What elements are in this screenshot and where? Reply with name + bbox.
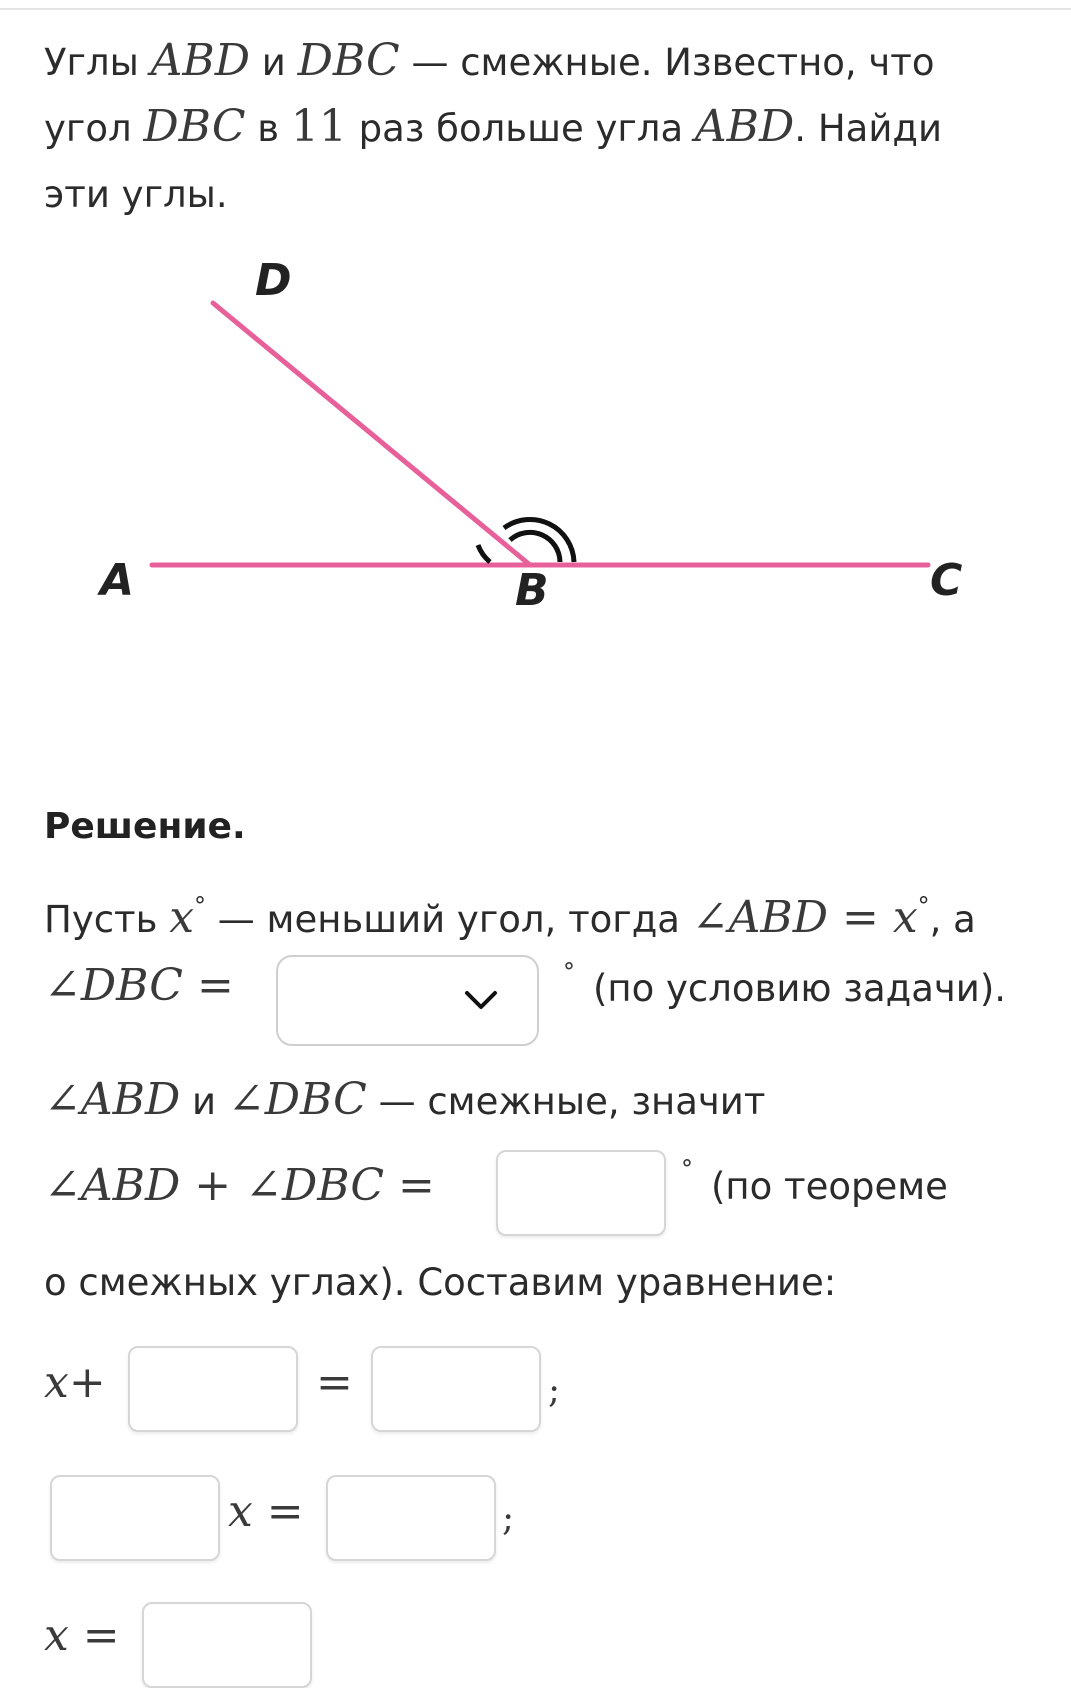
solution-line-3	[44, 1075, 765, 1127]
angle-dbc-math: DBC	[143, 101, 246, 152]
angle-abd-math: ABD	[694, 101, 795, 152]
eq2-result-input[interactable]	[326, 1475, 496, 1561]
label-d: D	[255, 255, 292, 306]
ratio-number: 11	[290, 101, 347, 152]
solution-text: — меньший угол, тогда	[206, 898, 692, 941]
solution-text: — смежные, значит	[366, 1080, 766, 1123]
label-a: A	[100, 555, 135, 606]
angle-dbc-dropdown[interactable]	[276, 955, 539, 1046]
eq1-result-input[interactable]	[371, 1346, 541, 1432]
solution-text: Пусть	[44, 898, 170, 941]
arc-angle-dbc-outer	[504, 519, 574, 562]
solution-line-1	[44, 893, 976, 949]
problem-line-2	[44, 102, 942, 154]
theorem-note: (по теореме	[711, 1165, 948, 1208]
ray-bd	[213, 303, 530, 565]
eq2-x-equals: x =	[228, 1486, 304, 1537]
solution-heading: Решение.	[44, 806, 246, 847]
problem-text: в	[245, 107, 291, 150]
angle-sum-input[interactable]	[496, 1150, 666, 1236]
angle-dbc-expr: ∠DBC =	[44, 960, 234, 1011]
problem-text: и	[250, 41, 298, 84]
solution-line-5: о смежных углах). Составим уравнение:	[44, 1261, 837, 1304]
eq2-coef-input[interactable]	[50, 1475, 220, 1561]
eq1-semicolon: ;	[548, 1370, 561, 1411]
chevron-down-icon	[461, 981, 501, 1021]
angle-dbc-expr: ∠DBC	[227, 1074, 367, 1125]
angle-abd-math: ABD	[150, 35, 251, 86]
var-x: x	[169, 892, 195, 943]
eq1-term-input[interactable]	[128, 1346, 298, 1432]
top-divider	[0, 8, 1071, 10]
eq3-x-equals: x =	[44, 1610, 120, 1661]
degree-sign: °	[917, 892, 930, 920]
eq2-semicolon: ;	[502, 1498, 515, 1539]
degree-sign: °	[563, 958, 575, 986]
eq1-equals: =	[316, 1357, 353, 1408]
label-c: C	[930, 555, 963, 606]
problem-text: — смежные. Известно, что	[399, 41, 935, 84]
eq3-result-input[interactable]	[142, 1602, 312, 1688]
angle-abd-expr: ∠ABD	[44, 1074, 181, 1125]
angle-diagram	[90, 250, 990, 650]
eq1-left: x+	[44, 1357, 106, 1408]
angle-abd-expr: ∠ABD = x	[691, 892, 918, 943]
solution-text: , а	[929, 898, 976, 941]
problem-line-3: эти углы.	[44, 173, 228, 216]
label-b: B	[515, 565, 549, 616]
problem-text: угол	[44, 107, 144, 150]
degree-sign: °	[681, 1155, 693, 1183]
arc-angle-abd	[478, 545, 490, 562]
problem-text: . Найди	[794, 107, 942, 150]
degree-sign: °	[194, 892, 207, 920]
problem-text: раз больше угла	[346, 107, 695, 150]
angle-sum-expr: ∠ABD + ∠DBC =	[44, 1160, 435, 1211]
condition-note: (по условию задачи).	[593, 967, 1007, 1010]
problem-text: Углы	[44, 41, 151, 84]
angle-dbc-math: DBC	[297, 35, 400, 86]
problem-line-1	[44, 36, 934, 88]
solution-text: и	[180, 1080, 228, 1123]
